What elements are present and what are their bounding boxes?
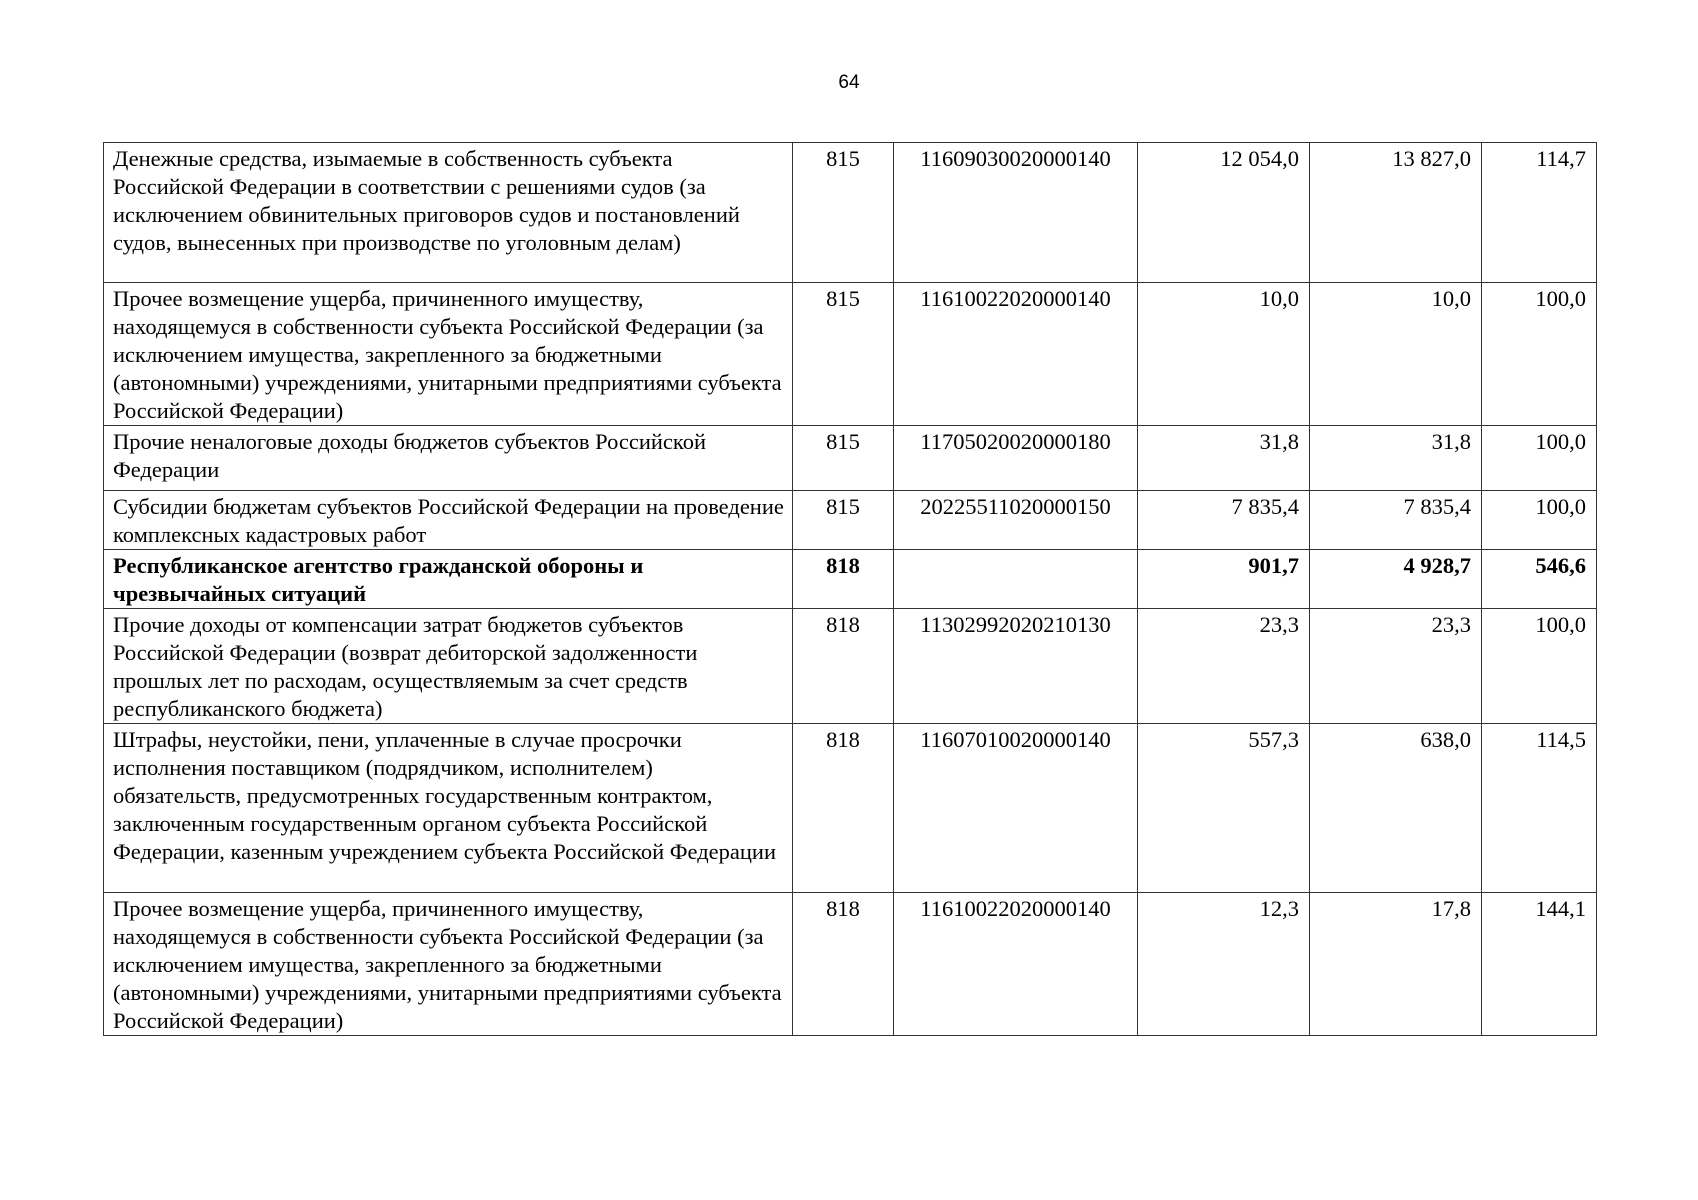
row-admin-code: 815: [793, 426, 894, 491]
table-row: [104, 724, 1597, 893]
row-plan-value: 12 054,0: [1138, 143, 1310, 283]
row-plan-value: 10,0: [1138, 283, 1310, 426]
row-kbk-code: 11609030020000140: [894, 143, 1138, 283]
row-kbk-code: 11610022020000140: [894, 283, 1138, 426]
row-percent-value: 144,1: [1482, 893, 1597, 1036]
table-row: [104, 609, 1597, 724]
row-plan-value: 12,3: [1138, 893, 1310, 1036]
table-row-section: [104, 550, 1597, 609]
table-row: [104, 491, 1597, 550]
row-name: Прочее возмещение ущерба, причиненного имуществу, находящемуся в собственности субъекта Российской Федерации (за исключением имущества, закрепленного за бюджетными (автономными) учреждениями, унитарными предприятиями субъекта Российской Федерации): [104, 283, 793, 426]
row-actual-value: 7 835,4: [1310, 491, 1482, 550]
table-row: [104, 426, 1597, 491]
row-percent-value: 100,0: [1482, 609, 1597, 724]
row-percent-value: 114,5: [1482, 724, 1597, 893]
row-plan-value: 557,3: [1138, 724, 1310, 893]
row-name: Прочие неналоговые доходы бюджетов субъектов Российской Федерации: [104, 426, 793, 491]
row-plan-value: 7 835,4: [1138, 491, 1310, 550]
row-name: Прочие доходы от компенсации затрат бюджетов субъектов Российской Федерации (возврат дебиторской задолженности прошлых лет по расходам, осуществляемым за счет средств республиканского бюджета): [104, 609, 793, 724]
row-percent-value: 100,0: [1482, 491, 1597, 550]
row-name: Прочее возмещение ущерба, причиненного имуществу, находящемуся в собственности субъекта Российской Федерации (за исключением имущества, закрепленного за бюджетными (автономными) учреждениями, унитарными предприятиями субъекта Российской Федерации): [104, 893, 793, 1036]
row-kbk-code: 11610022020000140: [894, 893, 1138, 1036]
row-plan-value: 31,8: [1138, 426, 1310, 491]
row-kbk-code: 20225511020000150: [894, 491, 1138, 550]
row-percent-value: 100,0: [1482, 283, 1597, 426]
row-kbk-code: 11302992020210130: [894, 609, 1138, 724]
row-actual-value: 17,8: [1310, 893, 1482, 1036]
row-actual-value: 23,3: [1310, 609, 1482, 724]
row-actual-value: 10,0: [1310, 283, 1482, 426]
row-kbk-code: 11607010020000140: [894, 724, 1138, 893]
row-percent-value: 546,6: [1482, 550, 1597, 609]
row-actual-value: 638,0: [1310, 724, 1482, 893]
row-kbk-code: [894, 550, 1138, 609]
row-admin-code: 815: [793, 491, 894, 550]
table-row: [104, 283, 1597, 426]
row-actual-value: 13 827,0: [1310, 143, 1482, 283]
row-admin-code: 818: [793, 724, 894, 893]
row-admin-code: 818: [793, 893, 894, 1036]
row-admin-code: 818: [793, 550, 894, 609]
row-actual-value: 4 928,7: [1310, 550, 1482, 609]
row-plan-value: 901,7: [1138, 550, 1310, 609]
row-percent-value: 114,7: [1482, 143, 1597, 283]
row-plan-value: 23,3: [1138, 609, 1310, 724]
page-number: 64: [838, 72, 860, 93]
row-kbk-code: 11705020020000180: [894, 426, 1138, 491]
row-percent-value: 100,0: [1482, 426, 1597, 491]
revenue-table: [103, 142, 1597, 1036]
row-admin-code: 815: [793, 143, 894, 283]
row-name: Штрафы, неустойки, пени, уплаченные в случае просрочки исполнения поставщиком (подрядчиком, исполнителем) обязательств, предусмотренных государственным контрактом, заключенным государственным органом субъекта Российской Федерации, казенным учреждением субъекта Российской Федерации: [104, 724, 793, 893]
row-name: Республиканское агентство гражданской обороны и чрезвычайных ситуаций: [104, 550, 793, 609]
row-actual-value: 31,8: [1310, 426, 1482, 491]
table-row: [104, 893, 1597, 1036]
row-name: Субсидии бюджетам субъектов Российской Федерации на проведение комплексных кадастровых работ: [104, 491, 793, 550]
row-admin-code: 815: [793, 283, 894, 426]
row-name: Денежные средства, изымаемые в собственность субъекта Российской Федерации в соответствии с решениями судов (за исключением обвинительных приговоров судов и постановлений судов, вынесенных при производстве по уголовным делам): [104, 143, 793, 283]
table-row: [104, 143, 1597, 283]
row-admin-code: 818: [793, 609, 894, 724]
